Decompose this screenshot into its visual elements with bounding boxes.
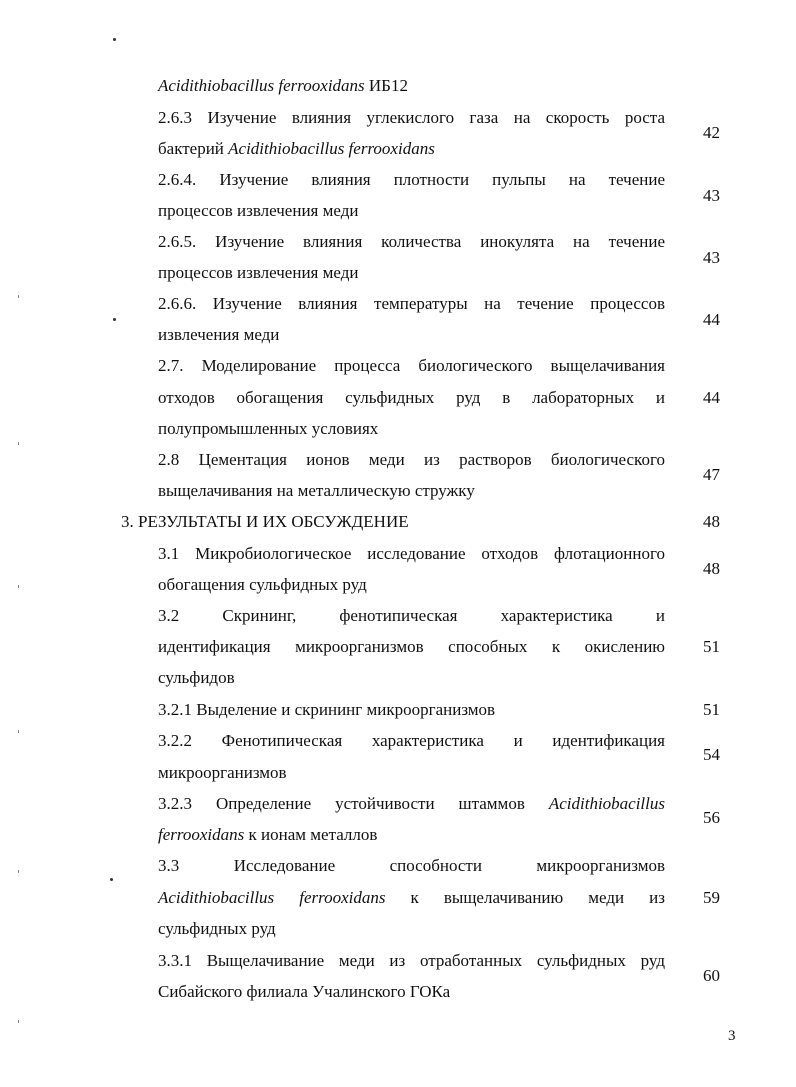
toc-entry-3-3-line2: Acidithiobacillus ferrooxidans к выщелачиванию меди из: [158, 888, 665, 907]
toc-entry-3-2-2-line2: микроорганизмов: [158, 763, 287, 782]
scan-speck: [18, 442, 19, 445]
page-number-3-2-3: 56: [703, 808, 720, 827]
toc-chapter-3: 3. РЕЗУЛЬТАТЫ И ИХ ОБСУЖДЕНИЕ: [121, 512, 409, 531]
page-number-3-2-1: 51: [703, 700, 720, 719]
page-number-3-3-1: 60: [703, 966, 720, 985]
page-number-3-2-2: 54: [703, 745, 720, 764]
page-number-2-6-4: 43: [703, 186, 720, 205]
toc-entry-3-3: 3.3 Исследование способности микроорганизмов: [158, 856, 665, 875]
scan-speck: [18, 295, 19, 298]
toc-entry-2-6-5: 2.6.5. Изучение влияния количества инокулята на течение: [158, 232, 665, 251]
toc-entry-3-2-2: 3.2.2 Фенотипическая характеристика и идентификация: [158, 731, 665, 750]
toc-entry-3-2-line3: сульфидов: [158, 668, 235, 687]
toc-entry-2-8: 2.8 Цементация ионов меди из растворов биологического: [158, 450, 665, 469]
scan-speck: [110, 878, 113, 881]
scan-speck: [113, 318, 116, 321]
page-number-2-6-6: 44: [703, 310, 720, 329]
toc-entry-2-6-6: 2.6.6. Изучение влияния температуры на течение процессов: [158, 294, 665, 313]
toc-entry-2-6-2-continued: Acidithiobacillus ferrooxidans ИБ12: [158, 76, 408, 95]
page-number-2-6-5: 43: [703, 248, 720, 267]
scan-speck: [113, 38, 116, 41]
scan-speck: [18, 870, 19, 873]
toc-entry-2-6-4: 2.6.4. Изучение влияния плотности пульпы на течение: [158, 170, 665, 189]
toc-entry-3-2-line2: идентификация микроорганизмов способных к окислению: [158, 637, 665, 656]
toc-entry-3-3-1: 3.3.1 Выщелачивание меди из отработанных сульфидных руд: [158, 951, 665, 970]
toc-entry-3-1: 3.1 Микробиологическое исследование отходов флотационного: [158, 544, 665, 563]
page-number-2-8: 47: [703, 465, 720, 484]
toc-entry-2-7-line2: отходов обогащения сульфидных руд в лабораторных и: [158, 388, 665, 407]
toc-entry-3-3-1-line2: Сибайского филиала Учалинского ГОКа: [158, 982, 451, 1001]
page-number-2-6-3: 42: [703, 123, 720, 142]
scan-speck: [18, 585, 19, 588]
scan-speck: [18, 730, 19, 733]
page-footer-number: 3: [728, 1028, 736, 1044]
toc-entry-2-6-3: 2.6.3 Изучение влияния углекислого газа на скорость роста: [158, 108, 665, 127]
page-number-2-7: 44: [703, 388, 720, 407]
page-number-3: 48: [703, 512, 720, 531]
toc-entry-3-3-line3: сульфидных руд: [158, 919, 276, 938]
scan-speck: [18, 1020, 19, 1023]
toc-entry-2-6-4-line2: процессов извлечения меди: [158, 201, 359, 220]
toc-entry-3-2-1: 3.2.1 Выделение и скрининг микроорганизмов: [158, 700, 496, 719]
toc-entry-2-6-6-line2: извлечения меди: [158, 325, 280, 344]
toc-entry-2-6-5-line2: процессов извлечения меди: [158, 263, 359, 282]
toc-entry-3-2: 3.2 Скрининг, фенотипическая характеристика и: [158, 606, 665, 625]
page-number-3-1: 48: [703, 559, 720, 578]
toc-entry-2-7-line3: полупромышленных условиях: [158, 419, 379, 438]
toc-entry-2-6-3-line2: бактерий Acidithiobacillus ferrooxidans: [158, 139, 435, 158]
page-number-3-3: 59: [703, 888, 720, 907]
toc-entry-2-8-line2: выщелачивания на металлическую стружку: [158, 481, 475, 500]
toc-entry-3-1-line2: обогащения сульфидных руд: [158, 575, 367, 594]
toc-entry-3-2-3-line2: ferrooxidans к ионам металлов: [158, 825, 378, 844]
toc-entry-3-2-3: 3.2.3 Определение устойчивости штаммов Acidithiobacillus: [158, 794, 665, 813]
page-number-3-2: 51: [703, 637, 720, 656]
toc-entry-2-7: 2.7. Моделирование процесса биологического выщелачивания: [158, 356, 665, 375]
